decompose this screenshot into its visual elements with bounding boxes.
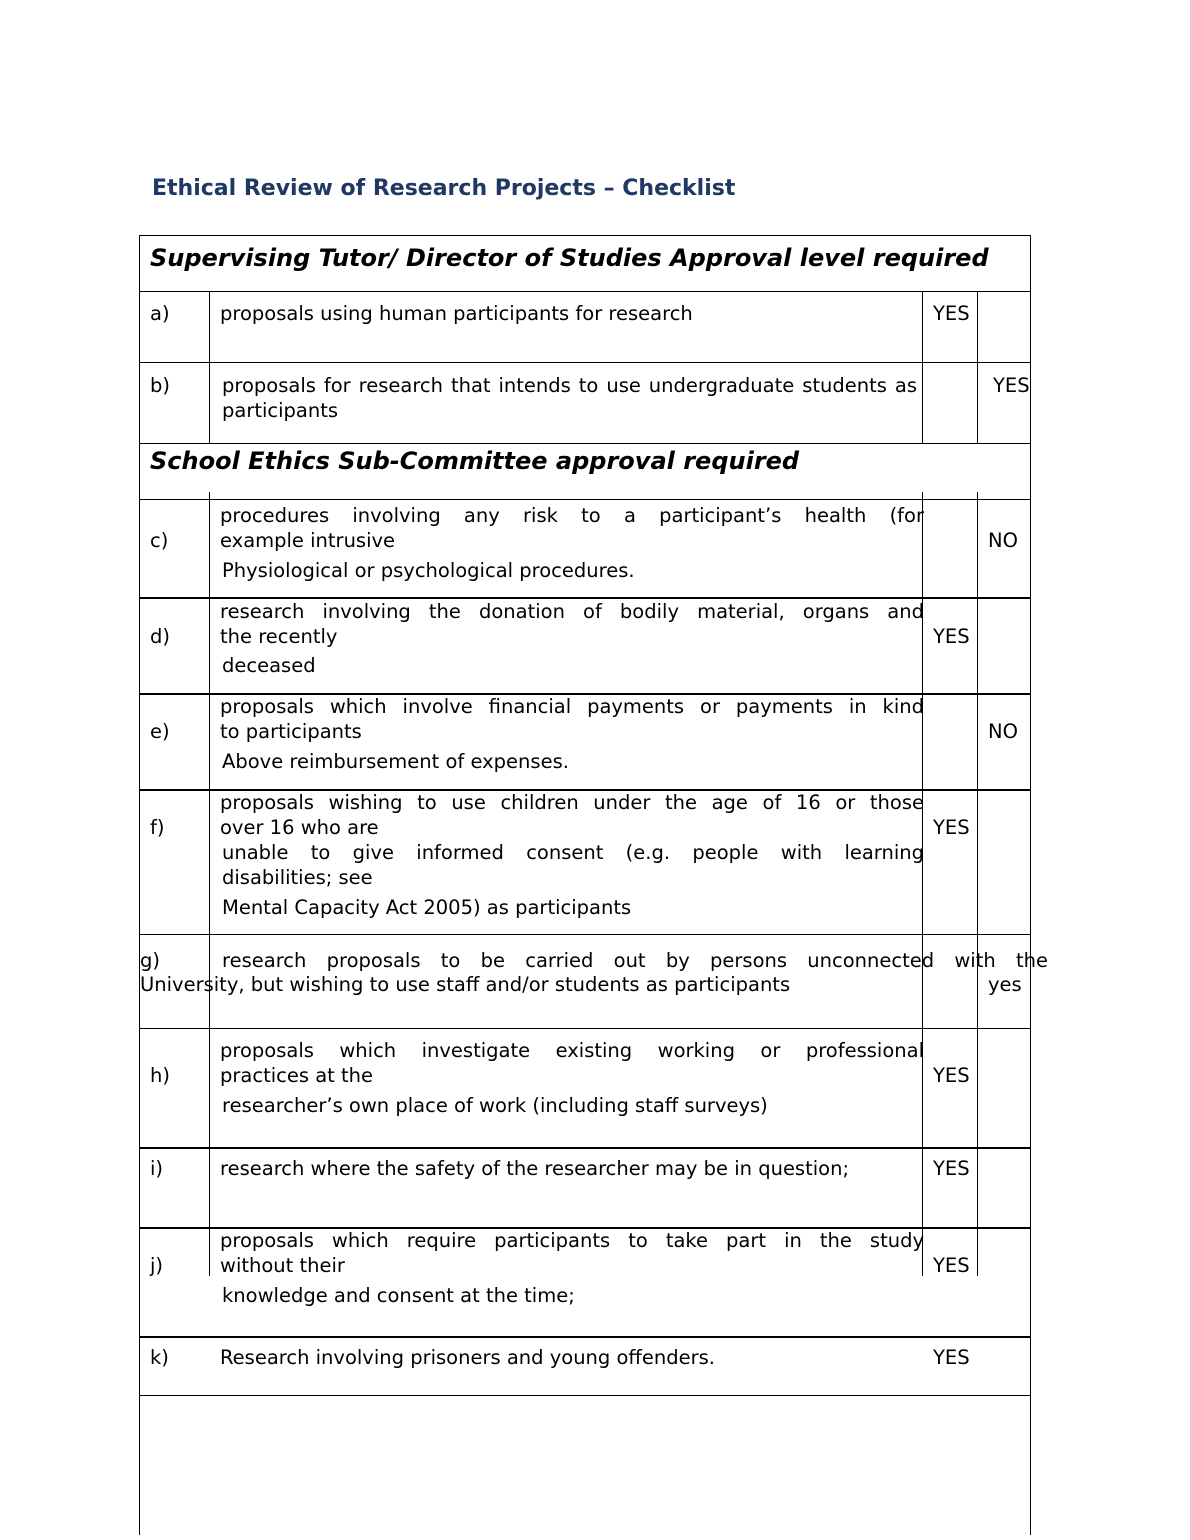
item-letter: d) xyxy=(150,625,170,648)
row-line xyxy=(139,597,1031,599)
col-sep-letter xyxy=(209,292,210,443)
document-title: Ethical Review of Research Projects – Checklist xyxy=(152,176,736,201)
answer-yes: YES xyxy=(933,1346,970,1369)
item-text: Mental Capacity Act 2005) as participants xyxy=(222,896,632,919)
row-line xyxy=(139,1147,1031,1149)
item-text: without their xyxy=(220,1254,345,1277)
item-text: example intrusive xyxy=(220,529,396,552)
item-text: proposals which require participants to take part in the study xyxy=(220,1229,924,1252)
row-line xyxy=(139,291,1031,292)
item-text: proposals which involve financial payments or payments in kind xyxy=(220,695,924,718)
item-text: Above reimbursement of expenses. xyxy=(222,750,569,773)
item-letter: f) xyxy=(150,816,165,839)
row-line xyxy=(139,1028,1031,1029)
answer-yes: yes xyxy=(988,973,1022,996)
answer-no: NO xyxy=(988,529,1018,552)
item-text: to participants xyxy=(220,720,362,743)
answer-yes: YES xyxy=(933,1254,970,1277)
item-letter: b) xyxy=(150,374,170,397)
answer-yes: YES xyxy=(933,816,970,839)
item-text: proposals for research that intends to use undergraduate students as xyxy=(222,374,917,397)
item-letter: k) xyxy=(150,1346,169,1369)
row-line xyxy=(139,1336,1031,1338)
row-line xyxy=(139,362,1031,363)
item-text: researcher’s own place of work (including staff surveys) xyxy=(222,1094,768,1117)
item-text: Physiological or psychological procedures. xyxy=(222,559,635,582)
answer-yes: YES xyxy=(933,302,970,325)
row-line xyxy=(139,443,1031,444)
answer-yes: YES xyxy=(993,374,1030,397)
item-letter: c) xyxy=(150,529,169,552)
item-text: over 16 who are xyxy=(220,816,379,839)
item-text: research where the safety of the researcher may be in question; xyxy=(220,1157,850,1180)
item-text: practices at the xyxy=(220,1064,374,1087)
answer-yes: YES xyxy=(933,1157,970,1180)
answer-yes: YES xyxy=(933,625,970,648)
item-text: proposals wishing to use children under the age of 16 or those xyxy=(220,791,924,814)
item-letter: a) xyxy=(150,302,170,325)
item-text: unable to give informed consent (e.g. people with learning xyxy=(222,841,924,864)
item-letter: h) xyxy=(150,1064,170,1087)
item-letter: g) xyxy=(140,949,160,972)
row-line xyxy=(139,499,1031,500)
section-heading-supervisor: Supervising Tutor/ Director of Studies Approval level required xyxy=(150,244,989,272)
row-line xyxy=(139,934,1031,935)
item-text: research proposals to be carried out by persons unconnected with the xyxy=(222,949,1048,972)
answer-yes: YES xyxy=(933,1064,970,1087)
row-line xyxy=(139,1395,1031,1396)
col-sep-no-2 xyxy=(977,492,978,1276)
col-sep-no xyxy=(977,292,978,443)
item-text: disabilities; see xyxy=(222,866,373,889)
item-text: the recently xyxy=(220,625,338,648)
item-letter: e) xyxy=(150,720,170,743)
table-border-left xyxy=(139,235,140,1535)
row-line xyxy=(139,235,1031,236)
item-text: knowledge and consent at the time; xyxy=(222,1284,575,1307)
answer-no: NO xyxy=(988,720,1018,743)
col-sep-yes xyxy=(922,292,923,443)
item-text: proposals which investigate existing working or professional xyxy=(220,1039,924,1062)
item-text: procedures involving any risk to a participant’s health (for xyxy=(220,504,924,527)
item-letter: i) xyxy=(150,1157,164,1180)
item-text: University, but wishing to use staff and/or students as participants xyxy=(140,973,791,996)
item-text: Research involving prisoners and young offenders. xyxy=(220,1346,715,1369)
item-text: deceased xyxy=(222,654,316,677)
section-heading-ethics-committee: School Ethics Sub-Committee approval required xyxy=(150,447,800,475)
item-letter: j) xyxy=(150,1254,164,1277)
table-border-right xyxy=(1030,235,1031,1535)
item-text: proposals using human participants for research xyxy=(220,302,693,325)
col-sep-letter-2 xyxy=(209,492,210,1276)
item-text: research involving the donation of bodily material, organs and xyxy=(220,600,924,623)
item-text: participants xyxy=(222,399,339,422)
